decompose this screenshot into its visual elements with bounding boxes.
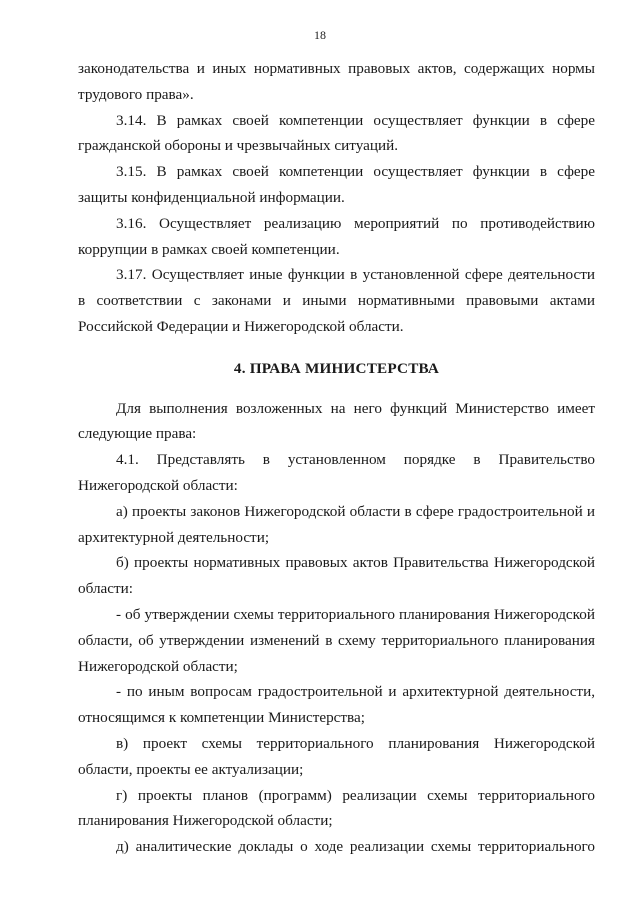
paragraph-4-1: 4.1. Представлять в установленном порядке в Правительство Нижегородской области:	[78, 451, 595, 494]
paragraph-intro-rights: Для выполнения возложенных на него функций Министерство имеет следующие права:	[78, 399, 595, 443]
paragraph-3-15: 3.15. В рамках своей компетенции осуществляет функции в сфере защиты конфиденциальной информации.	[78, 163, 595, 206]
list-subitem-other: - по иным вопросам градостроительной и архитектурной деятельности, относящимся к компетенции Министерства;	[78, 683, 595, 727]
paragraph-3-16: 3.16. Осуществляет реализацию мероприятий по противодействию коррупции в рамках своей компетенции.	[78, 214, 595, 258]
list-item-g: г) проекты планов (программ) реализации схемы территориального планирования Нижегородской области;	[78, 786, 595, 830]
list-item-d: д) аналитические доклады о ходе реализации схемы территориального	[116, 838, 595, 856]
document-body	[78, 56, 595, 860]
paragraph-3-14: 3.14. В рамках своей компетенции осуществляет функции в сфере гражданской обороны и чрезвычайных ситуаций.	[78, 111, 595, 155]
list-subitem-approval: - об утверждении схемы территориального планирования Нижегородской области, об утверждении изменений в схему территориального планирования Нижегородской области;	[78, 605, 595, 675]
page-number: 18	[314, 28, 326, 42]
paragraph-3-17: 3.17. Осуществляет иные функции в установленной сфере деятельности в соответствии с законами и иными нормативными правовыми актами Российской Федерации и Нижегородской области.	[78, 266, 595, 335]
list-item-b: б) проекты нормативных правовых актов Правительства Нижегородской области:	[78, 554, 595, 598]
section-heading: 4. ПРАВА МИНИСТЕРСТВА	[233, 359, 440, 377]
paragraph-continuation: законодательства и иных нормативных правовых актов, содержащих нормы трудового права».	[78, 60, 595, 103]
list-item-a: а) проекты законов Нижегородской области в сфере градостроительной и архитектурной деятельности;	[78, 502, 595, 546]
list-item-v: в) проект схемы территориального планирования Нижегородской области, проекты ее актуализации;	[78, 734, 595, 778]
